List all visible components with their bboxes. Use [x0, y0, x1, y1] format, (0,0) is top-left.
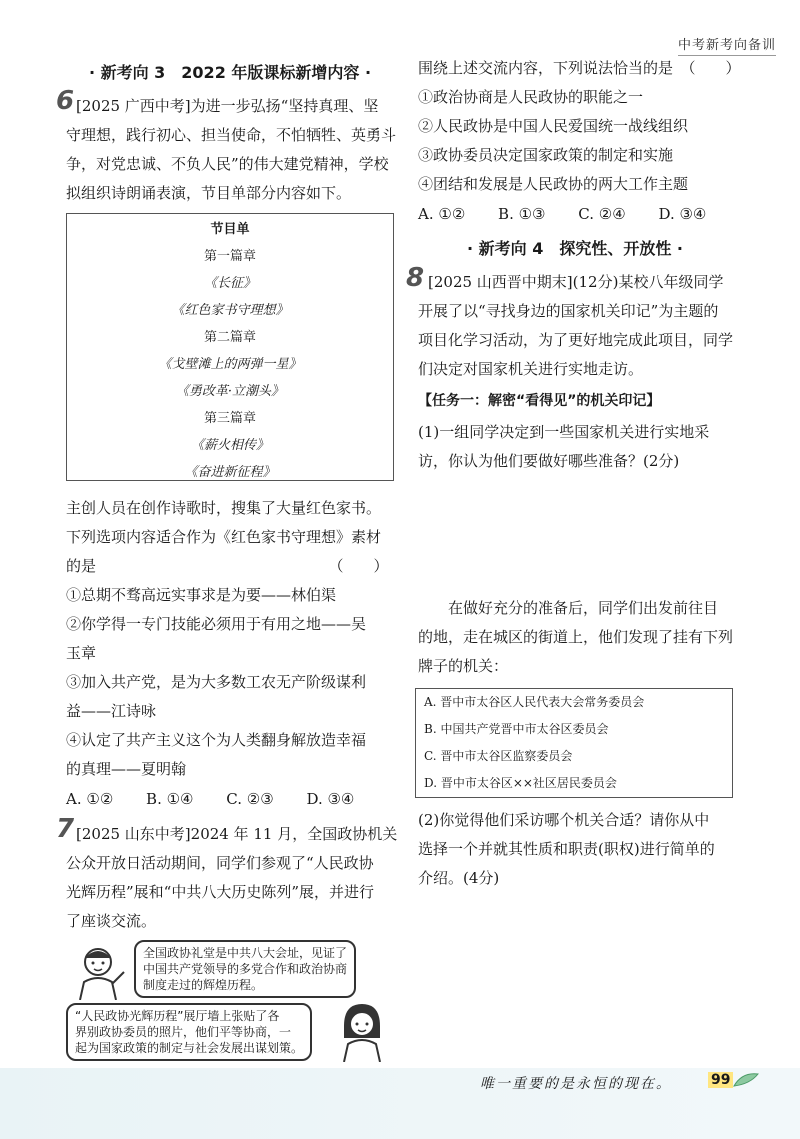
body-line: 益——江诗咏 [66, 702, 157, 720]
option-a[interactable]: A. ①② [66, 790, 114, 808]
program-row: 第三篇章 [203, 411, 256, 426]
girl-student-illustration [330, 1000, 394, 1062]
sign-d: D. 晋中市太谷区××社区居民委员会 [424, 776, 617, 790]
body-line: 牌子的机关： [418, 657, 509, 675]
stem-line: [2025 广西中考]为进一步弘扬“坚持真理、坚 [76, 97, 379, 115]
context-paragraph [418, 594, 733, 681]
question-number-6: 6 [56, 86, 75, 116]
stem-line: 光辉历程”展和“中共八大历史陈列”展，并进行 [66, 883, 375, 901]
body-line: 选择一个并就其性质和职责(职权)进行简单的 [418, 840, 715, 858]
body-line: 主创人员在创作诗歌时，搜集了大量红色家书。 [66, 499, 382, 517]
body-line: 访，你认为他们要做好哪些准备？(2分) [418, 452, 680, 470]
option-d[interactable]: D. ③④ [658, 205, 707, 223]
sign-b: B. 中国共产党晋中市太谷区委员会 [424, 722, 609, 736]
signboard-list-box [415, 688, 733, 798]
option-d[interactable]: D. ③④ [306, 790, 355, 808]
stem-line: [2025 山东中考]2024 年 11 月，全国政协机关 [76, 825, 398, 843]
speech-bubble-2 [66, 1003, 312, 1061]
running-header: 中考新考向备训 [678, 34, 776, 56]
stem-line: 公众开放日活动期间，同学们参观了“人民政协 [66, 854, 374, 872]
body-line: 玉章 [66, 644, 97, 662]
option-c[interactable]: C. ②③ [226, 790, 274, 808]
speech-bubble-1 [134, 940, 356, 998]
body-line: ④认定了共产主义这个为人类翻身解放造幸福 [66, 731, 367, 749]
option-b[interactable]: B. ①③ [498, 205, 546, 223]
body-line: 下列选项内容适合作为《红色家书守理想》素材 [66, 528, 382, 546]
body-line: (1)一组同学决定到一些国家机关进行实地采 [418, 423, 710, 441]
sign-a: A. 晋中市太谷区人民代表大会常务委员会 [424, 695, 645, 709]
option-c[interactable]: C. ②④ [578, 205, 626, 223]
body-line: (2)你觉得他们采访哪个机关合适？请你从中 [418, 811, 710, 829]
question-7-continued [418, 54, 741, 199]
body-line: ①政治协商是人民政协的职能之一 [418, 88, 644, 106]
question-8-stem [418, 268, 734, 384]
program-row: 《红色家书守理想》 [171, 303, 289, 318]
question-6-options [66, 785, 354, 814]
question-7-options [418, 200, 706, 229]
body-line: 的地，走在城区的街道上，他们发现了挂有下列 [418, 628, 734, 646]
section-title-4: · 新考向 4 探究性、开放性 · [466, 239, 683, 258]
question-7-stem [66, 820, 398, 936]
page-number: 99 [708, 1072, 733, 1088]
footer-motto: 唯一重要的是永恒的现在。 [480, 1076, 672, 1092]
body-line: ④团结和发展是人民政协的两大工作主题 [418, 175, 689, 193]
body-line: 介绍。(4分) [418, 869, 500, 887]
stem-line: 守理想，践行初心、担当使命，不怕牺牲、英勇斗 [66, 126, 397, 144]
program-row: 《长征》 [203, 276, 256, 291]
stem-line: 争，对党忠诚、不负人民”的伟大建党精神，学校 [66, 155, 389, 173]
question-number-8: 8 [406, 263, 425, 293]
stem-line: 拟组织诗朗诵表演，节目单部分内容如下。 [66, 184, 352, 202]
body-line: 围绕上述交流内容，下列说法恰当的是 （ ） [418, 59, 741, 77]
question-6-body [66, 494, 389, 784]
answer-space-1[interactable] [418, 480, 738, 590]
bubble-line: 界别政协委员的照片，他们平等协商，一 [75, 1025, 292, 1039]
subquestion-1 [418, 418, 709, 476]
body-line: 在做好充分的准备后，同学们出发前往目 [448, 599, 719, 617]
sign-c: C. 晋中市太谷区监察委员会 [424, 749, 573, 763]
body-line: ③加入共产党，是为大多数工农无产阶级谋利 [66, 673, 367, 691]
body-line: ①总期不骛高远实事求是为要——林伯渠 [66, 586, 337, 604]
boy-student-illustration [68, 942, 132, 1000]
stem-line: 了座谈交流。 [66, 912, 157, 930]
program-row: 《戈壁滩上的两弹一星》 [158, 357, 302, 372]
body-line: ③政协委员决定国家政策的制定和实施 [418, 146, 674, 164]
subquestion-2 [418, 806, 715, 893]
bubble-line: 制度走过的辉煌历程。 [143, 978, 264, 992]
body-line: ②人民政协是中国人民爱国统一战线组织 [418, 117, 689, 135]
body-line: ②你学得一专门技能必须用于有用之地——吴 [66, 615, 367, 633]
stem-line: 们决定对国家机关进行实地走访。 [418, 360, 644, 378]
bubble-line: “人民政协光辉历程”展厅墙上张贴了各 [75, 1009, 280, 1023]
program-row: 第一篇章 [203, 249, 256, 264]
bubble-line: 全国政协礼堂是中共八大会址，见证了 [143, 946, 348, 960]
option-a[interactable]: A. ①② [418, 205, 466, 223]
program-title: 节目单 [210, 222, 250, 237]
program-list-box [66, 213, 394, 481]
body-line: 的真理——夏明翰 [66, 760, 187, 778]
task-1-heading: 【任务一：解密“看得见”的机关印记】 [418, 393, 661, 409]
stem-line: [2025 山西晋中期末](12分)某校八年级同学 [428, 273, 724, 291]
leaf-decoration-icon [732, 1070, 760, 1090]
answer-space-2[interactable] [418, 900, 738, 1050]
program-row: 第二篇章 [203, 330, 256, 345]
bubble-line: 中国共产党领导的多党合作和政治协商 [143, 962, 348, 976]
body-line: 的是 （ ） [66, 557, 389, 575]
section-title-3: · 新考向 3 2022 年版课标新增内容 · [88, 63, 372, 82]
bubble-line: 起为国家政策的制定与社会发展出谋划策。 [75, 1041, 304, 1055]
program-row: 《薪火相传》 [190, 438, 269, 453]
program-row: 《勇改革·立潮头》 [175, 384, 285, 399]
stem-line: 开展了以“寻找身边的国家机关印记”为主题的 [418, 302, 719, 320]
footer-band [0, 1068, 800, 1139]
question-number-7: 7 [56, 814, 75, 844]
question-6-stem [66, 92, 397, 208]
stem-line: 项目化学习活动，为了更好地完成此项目，同学 [418, 331, 734, 349]
program-row: 《奋进新征程》 [184, 465, 276, 480]
option-b[interactable]: B. ①④ [146, 790, 194, 808]
